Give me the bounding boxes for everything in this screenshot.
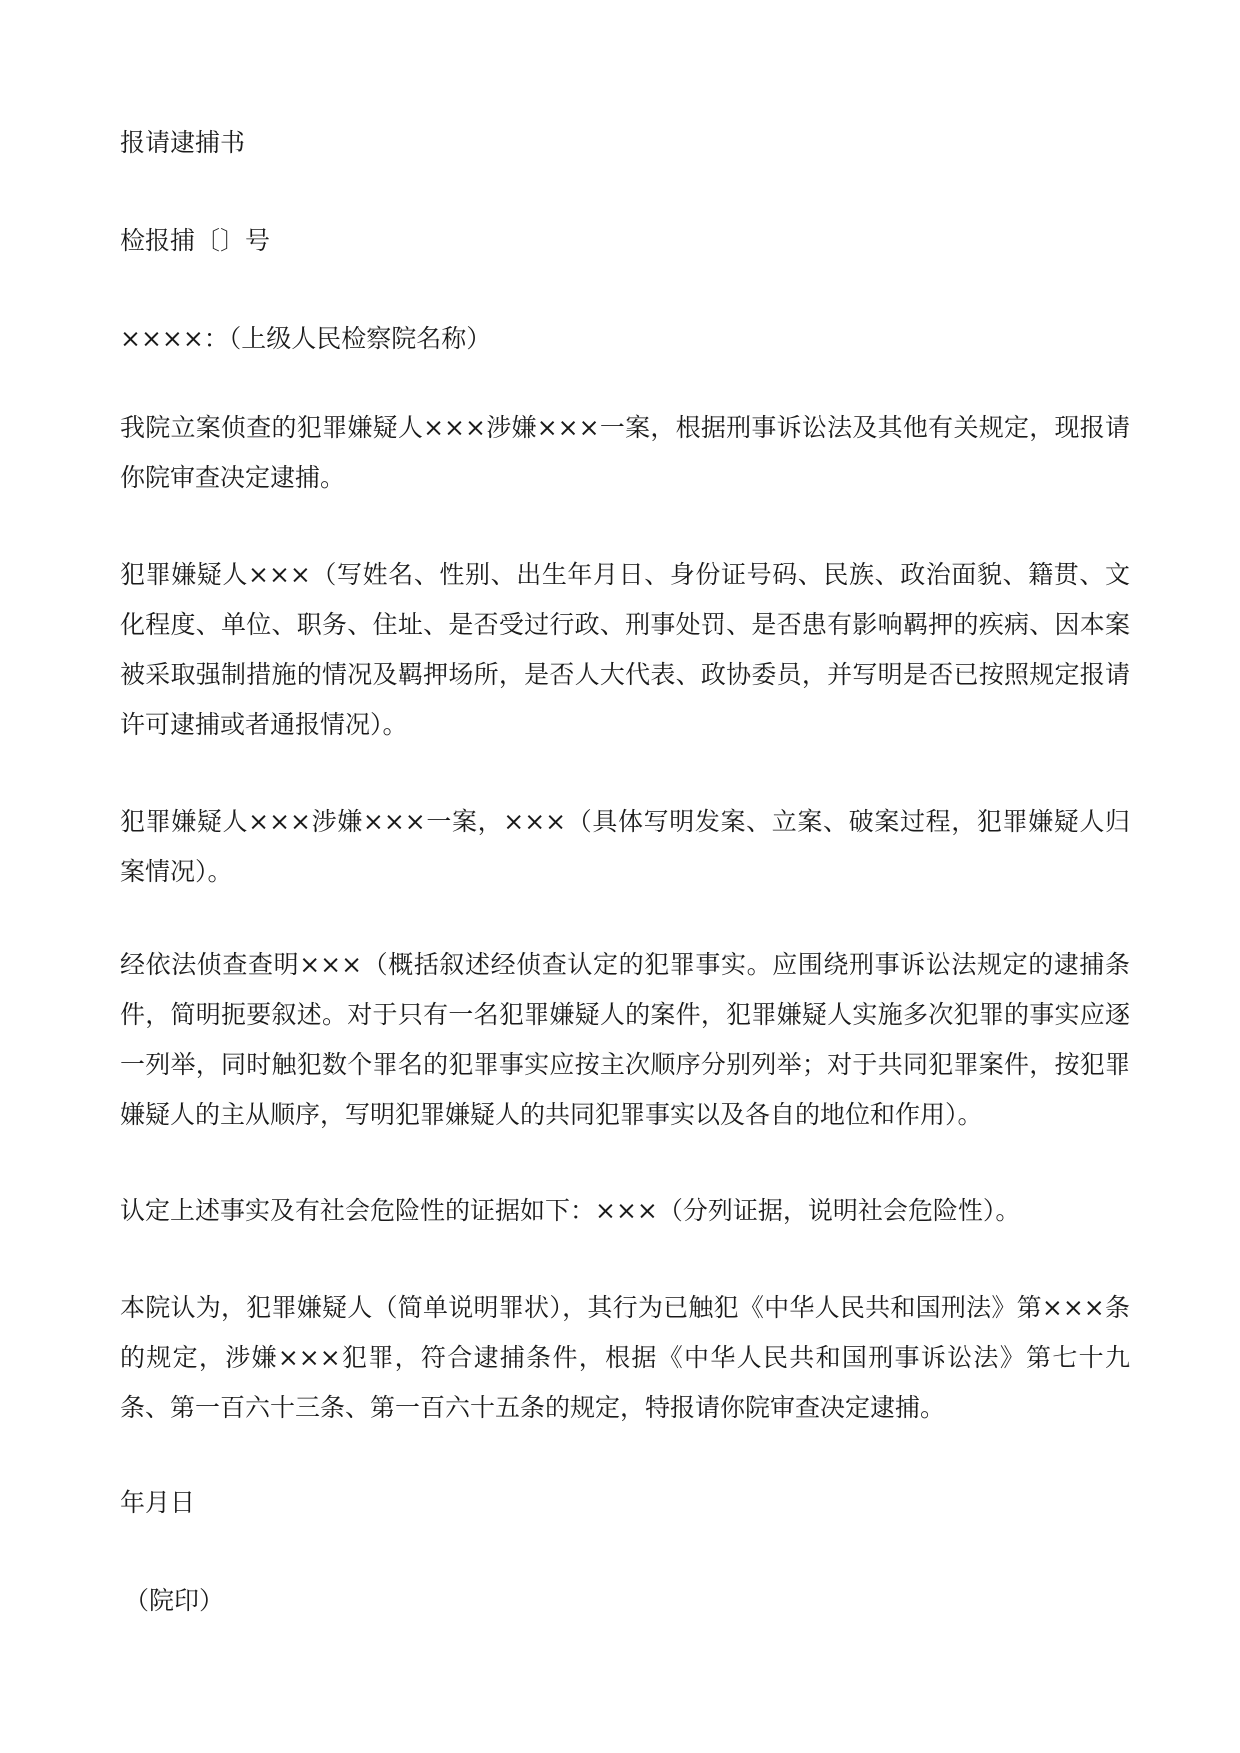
paragraph-facts: 经依法侦查查明×××（概括叙述经侦查认定的犯罪事实。应围绕刑事诉讼法规定的逮捕条件，简明扼要叙述。对于只有一名犯罪嫌疑人的案件，犯罪嫌疑人实施多次犯罪的事实应逐一列举，同时触犯数个罪名的犯罪事实应按主次顺序分别列举；对于共同犯罪案件，按犯罪嫌疑人的主从顺序，写明犯罪嫌疑人的共同犯罪事实以及各自的地位和作用）。 [120, 950, 1130, 1129]
paragraph-suspect-info: 犯罪嫌疑人×××（写姓名、性别、出生年月日、身份证号码、民族、政治面貌、籍贯、文化程度、单位、职务、住址、是否受过行政、刑事处罚、是否患有影响羁押的疾病、因本案被采取强制措施的情况及羁押场所，是否人大代表、政协委员，并写明是否已按照规定报请许可逮捕或者通报情况）。 [120, 560, 1130, 739]
paragraph-case-process: 犯罪嫌疑人×××涉嫌×××一案，×××（具体写明发案、立案、破案过程，犯罪嫌疑人归案情况）。 [120, 807, 1130, 886]
date-line: 年月日 [120, 1488, 196, 1517]
paragraph-evidence: 认定上述事实及有社会危险性的证据如下：×××（分列证据，说明社会危险性）。 [120, 1196, 1021, 1225]
seal-line: （院印） [124, 1586, 225, 1615]
paragraph-conclusion: 本院认为，犯罪嫌疑人（简单说明罪状），其行为已触犯《中华人民共和国刑法》第×××条的规定，涉嫌×××犯罪，符合逮捕条件，根据《中华人民共和国刑事诉讼法》第七十九条、第一百六十三条、第一百六十五条的规定，特报请你院审查决定逮捕。 [120, 1293, 1130, 1422]
document-title: 报请逮捕书 [120, 128, 246, 157]
paragraph-request: 我院立案侦查的犯罪嫌疑人×××涉嫌×××一案，根据刑事诉讼法及其他有关规定，现报请你院审查决定逮捕。 [120, 413, 1130, 492]
document-number: 检报捕〔〕号 [120, 226, 271, 255]
addressee-line: ××××：（上级人民检察院名称） [120, 324, 492, 353]
